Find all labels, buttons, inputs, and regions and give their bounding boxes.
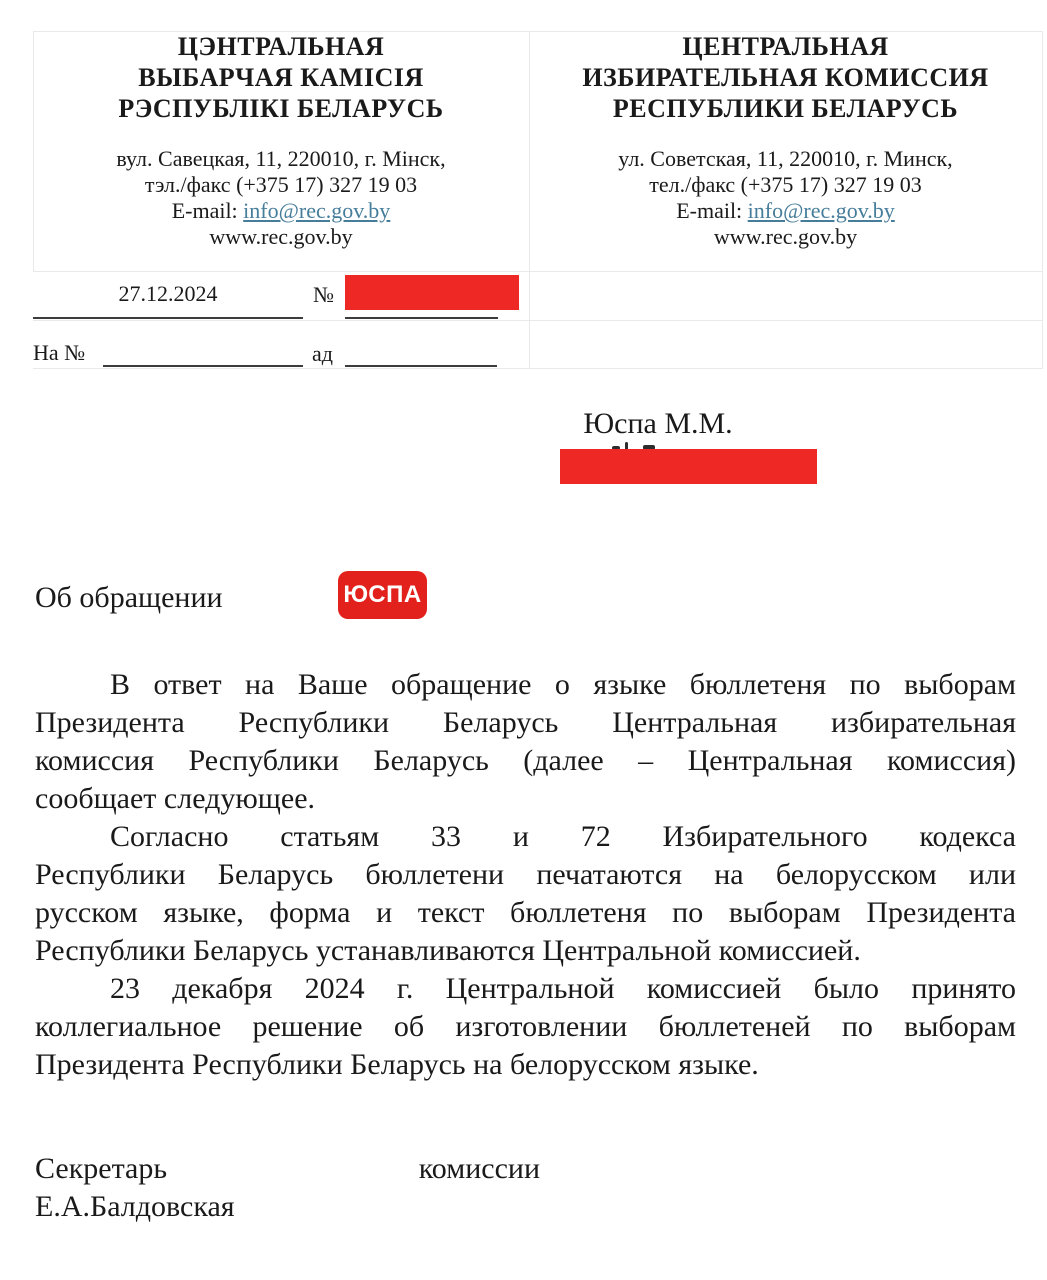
website-line: www.rec.gov.by xyxy=(713,224,858,249)
signature-name: Е.А.Балдовская xyxy=(35,1190,235,1223)
address-line: вул. Савецкая, 11, 220010, г. Мінск, xyxy=(116,146,446,171)
redaction-box-address xyxy=(560,449,817,484)
letter-date: 27.12.2024 xyxy=(118,281,218,306)
signature-role-left: Секретарь xyxy=(35,1152,168,1185)
body-line: Президента Республики Беларусь на белорусском языке. xyxy=(35,1048,759,1081)
body-line: коллегиальное решение об изготовлении бюллетеней по выборам xyxy=(35,1010,1016,1043)
addressee-name: Юспа М.М. xyxy=(583,407,733,440)
phone-line: тэл./факс (+375 17) 327 19 03 xyxy=(144,172,418,197)
body-line: Президента Республики Беларусь Центральная избирательная xyxy=(35,706,1016,739)
table-border-row1-bottom xyxy=(33,320,1043,321)
org-title-line: ЦЕНТРАЛЬНАЯ xyxy=(682,32,889,61)
signature-role xyxy=(35,1150,540,1188)
table-border-letterhead-bottom xyxy=(33,271,1043,272)
redaction-badge: ЮСПА xyxy=(338,571,427,619)
org-address-belarusian xyxy=(33,146,529,250)
body-line: Согласно статьям 33 и 72 Избирательного кодекса xyxy=(110,820,1016,853)
org-title-belarusian xyxy=(33,31,529,124)
org-title-line: РЕСПУБЛИКИ БЕЛАРУСЬ xyxy=(612,94,959,123)
from-date-label: ад xyxy=(312,341,333,366)
table-border-right xyxy=(1042,31,1043,369)
org-title-line: ЦЭНТРАЛЬНАЯ xyxy=(177,32,385,61)
signature-role-right: комиссии xyxy=(418,1152,540,1185)
number-fill-line xyxy=(345,317,498,319)
email-line xyxy=(529,198,1042,224)
from-date-fill-line xyxy=(345,365,497,367)
email-link[interactable]: info@rec.gov.by xyxy=(747,198,895,223)
address-line: ул. Советская, 11, 220010, г. Минск, xyxy=(618,146,953,171)
table-border-row2-bottom xyxy=(33,368,1043,369)
reply-to-label: На № xyxy=(33,340,86,365)
body-line: сообщает следующее. xyxy=(35,782,316,815)
org-address-russian xyxy=(529,146,1042,250)
subject-line: Об обращении xyxy=(35,581,223,614)
org-title-line: ИЗБИРАТЕЛЬНАЯ КОМИССИЯ xyxy=(582,63,989,92)
body-line: комиссия Республики Беларусь (далее – Центральная комиссия) xyxy=(35,744,1016,777)
body-line: Республики Беларусь бюллетени печатаются на белорусском или xyxy=(35,858,1016,891)
body-line: В ответ на Ваше обращение о языке бюллетеня по выборам xyxy=(110,668,1016,701)
phone-line: тел./факс (+375 17) 327 19 03 xyxy=(649,172,922,197)
number-label: № xyxy=(313,282,334,307)
body-line: Республики Беларусь устанавливаются Центральной комиссией. xyxy=(35,934,861,967)
date-fill-line xyxy=(33,317,303,319)
email-label: E-mail: xyxy=(171,198,244,223)
org-title-line: РЭСПУБЛІКІ БЕЛАРУСЬ xyxy=(118,94,444,123)
body-line: русском языке, форма и текст бюллетеня по выборам Президента xyxy=(35,896,1016,929)
org-title-russian xyxy=(529,31,1042,124)
email-label: E-mail: xyxy=(676,198,748,223)
body-text xyxy=(35,666,1016,1084)
body-line: 23 декабря 2024 г. Центральной комиссией было принято xyxy=(110,972,1016,1005)
website-line: www.rec.gov.by xyxy=(209,224,353,249)
org-title-line: ВЫБАРЧАЯ КАМІСІЯ xyxy=(138,63,424,92)
redaction-box-number xyxy=(345,275,519,310)
email-line xyxy=(33,198,529,224)
email-link[interactable]: info@rec.gov.by xyxy=(243,198,391,223)
reply-number-fill-line xyxy=(103,365,303,367)
